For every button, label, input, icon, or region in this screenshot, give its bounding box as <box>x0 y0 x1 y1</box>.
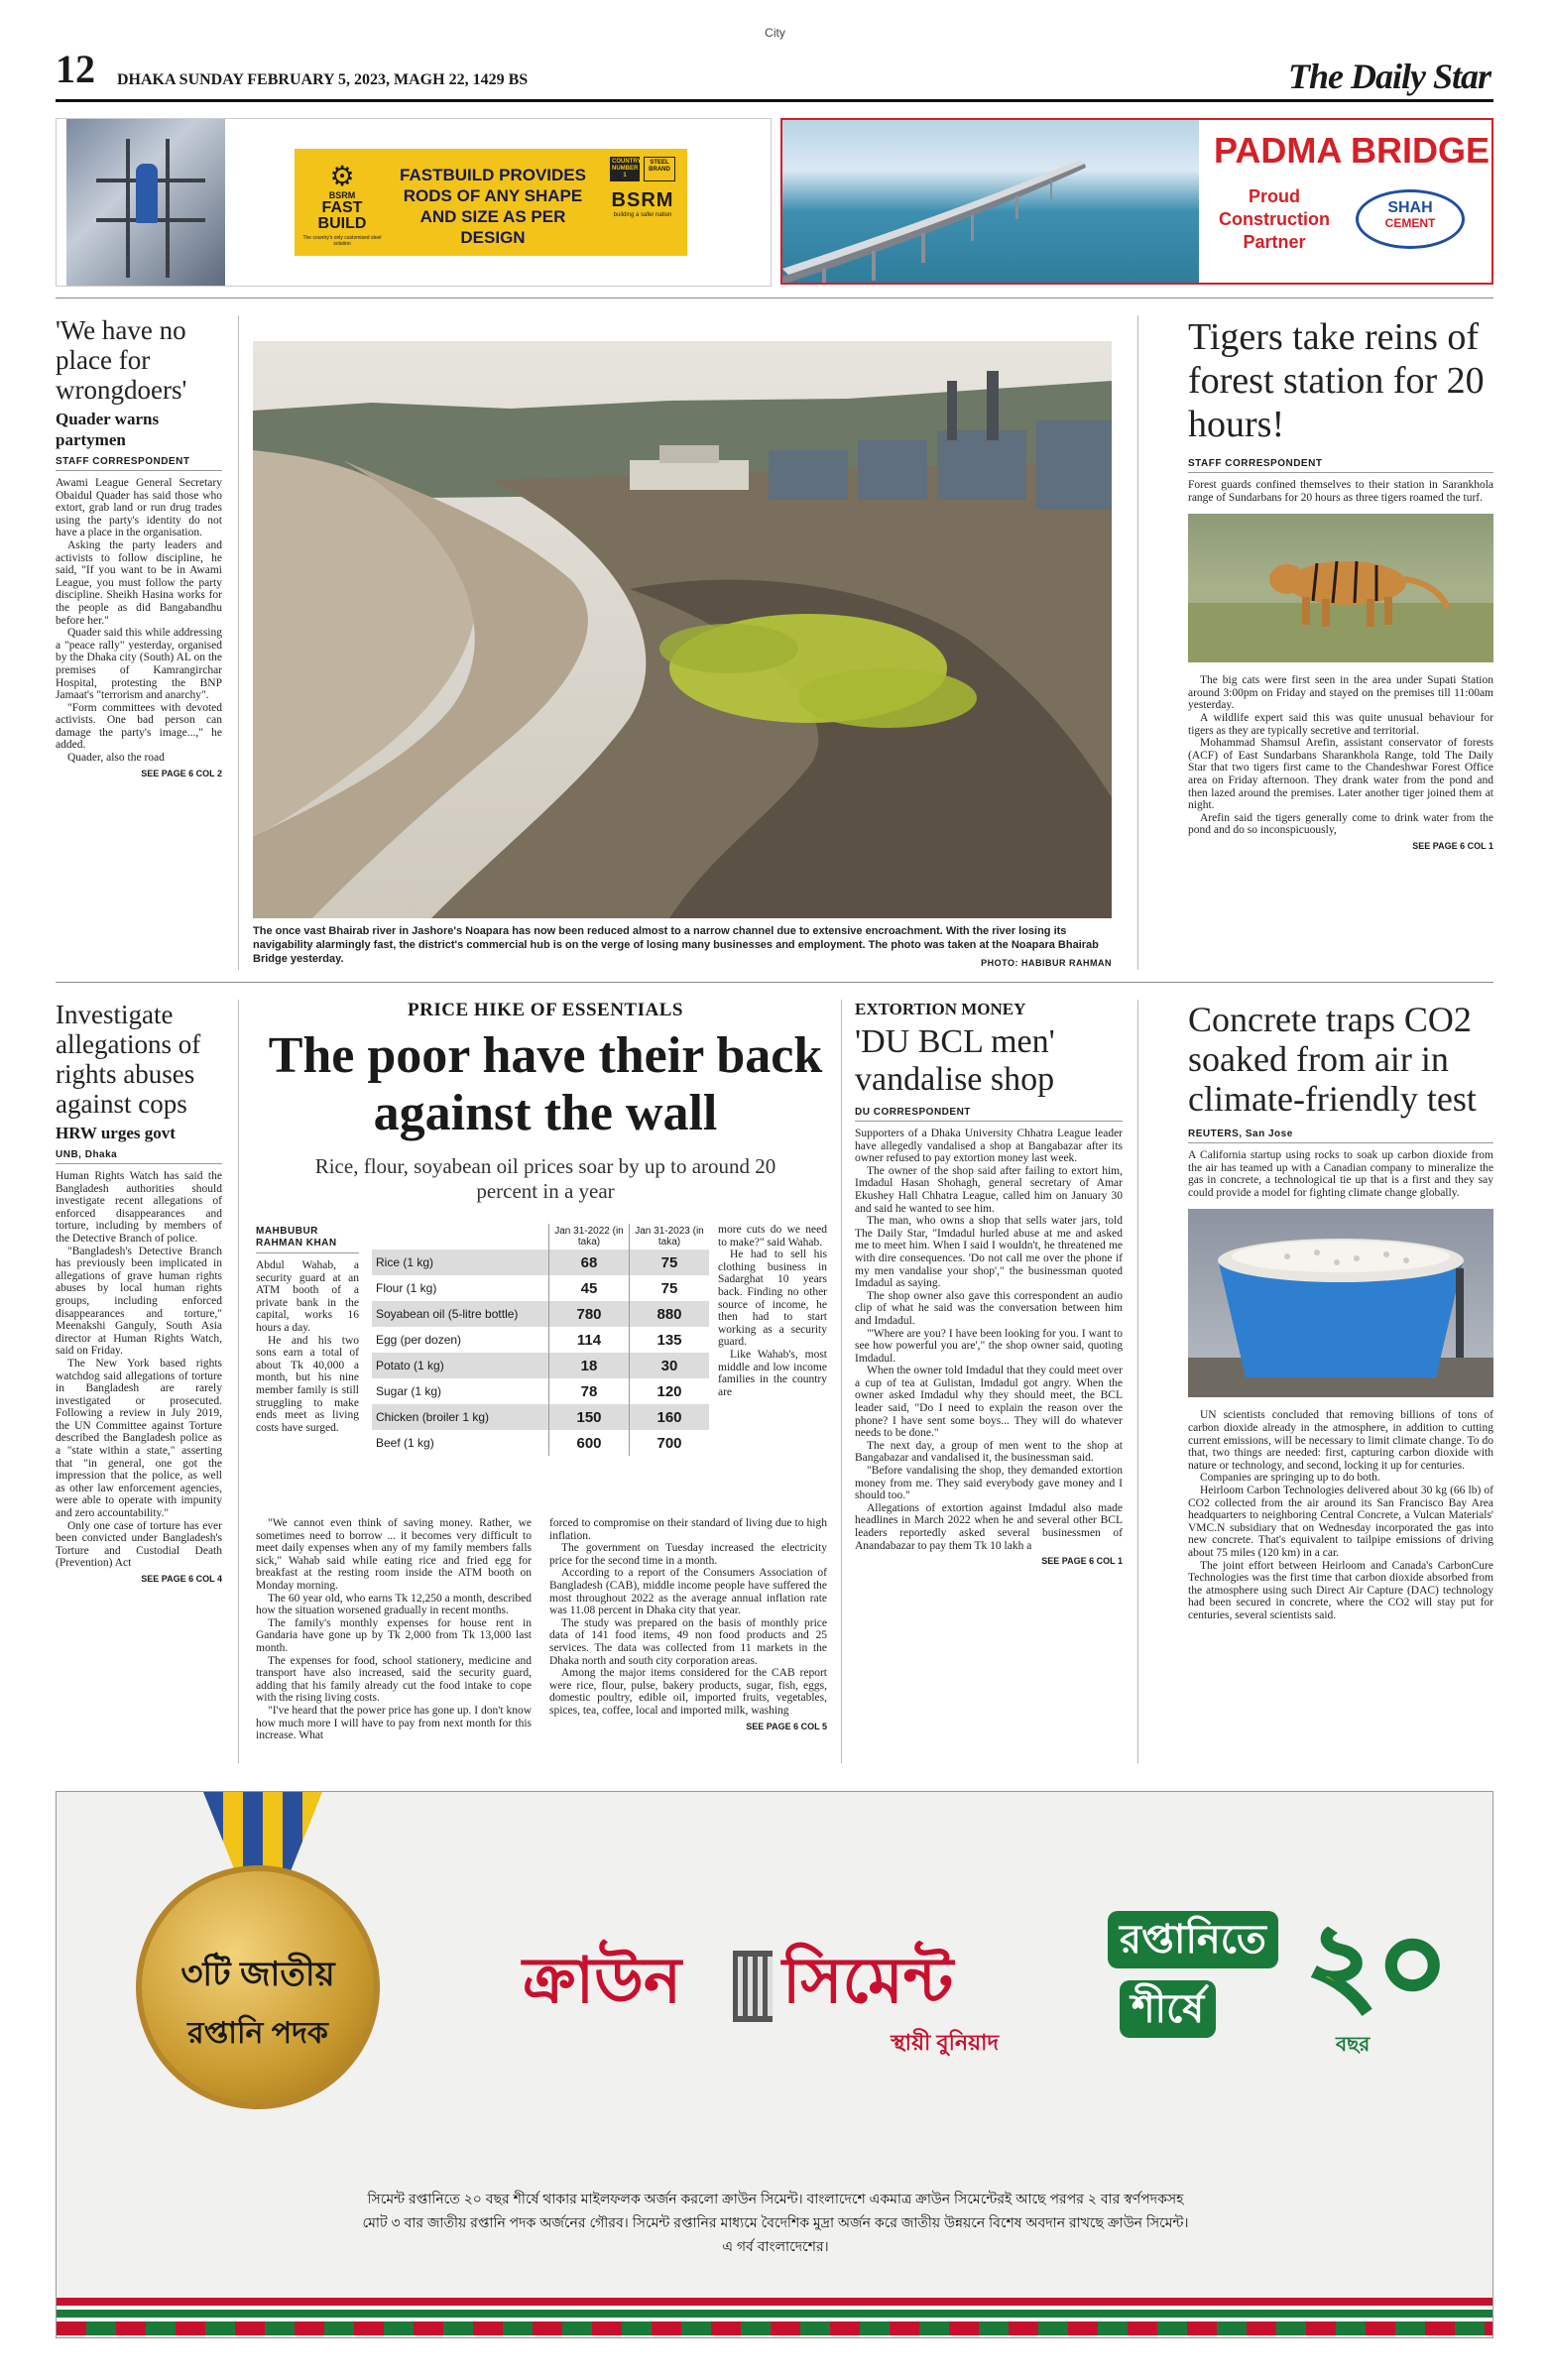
hrw-para: Human Rights Watch has said the Bangladesh authorities should investigate recent allegations of enforced disappearances and torture, including by members of the Detective Branch of police. <box>56 1170 222 1245</box>
crown-export-badge <box>1108 1903 1449 2080</box>
prices-para: The government on Tuesday increased the electricity price for the second time in a month. <box>549 1542 827 1567</box>
price-2022-value: 600 <box>549 1430 630 1456</box>
shah-line3: Partner <box>1243 232 1306 252</box>
prices-para: Among the major items considered for the CAB report were rice, flour, pulse, bakery products, sugar, fish, eggs, domestic poultry, edible oil, imported fruits, vegetables, spices, tea, coffee, local and imported milk, washing <box>549 1667 827 1717</box>
hrw-para: "Bangladesh's Detective Branch has previously been implicated in allegations of grave human rights abuses by local human rights groups, including enforced disappearances and torture," Meenakshi Ganguly, South Asia director at Human Rights Watch, said on Friday. <box>56 1245 222 1358</box>
prices-kicker: PRICE HIKE OF ESSENTIALS <box>408 1000 683 1020</box>
pillar-icon <box>733 1951 773 2022</box>
price-table-row <box>372 1250 709 1275</box>
prices-para: The study was prepared on the basis of monthly price data of 141 food items, 49 non food products and 25 services. The data was collected from 11 markets in the Dhaka north and south city corporation areas. <box>549 1616 827 1667</box>
crown-slogan: স্থায়ী বুনিয়াদ <box>891 2030 999 2055</box>
bsrm-badge <box>608 157 677 218</box>
concrete-body <box>1188 1409 1493 1621</box>
price-table-header: Jan 31-2023 (in taka) <box>630 1224 710 1250</box>
quader-subhead: Quader warns partymen <box>56 410 160 449</box>
dubcl-para: The shop owner also gave this correspondent an audio clip of what he said was the conversation between him and Imdadul. <box>855 1289 1123 1327</box>
ad-bsrm-photo <box>66 119 225 286</box>
quader-para: Awami League General Secretary Obaidul Quader has said those who extort, grab land or run drug trades using the party's identity do not have a place in the organisation. <box>56 477 222 539</box>
price-2022-value: 114 <box>549 1327 630 1353</box>
lead-photo-caption: The once vast Bhairab river in Jashore's Noapara has now been reduced almost to a narrow channel due to extensive encroachment. With the river losing its navigability alarmingly fast, the district's commercial hub is on the verge of losing many businesses and employment. The photo was taken at the Noapara Bhairab Bridge yesterday. <box>253 925 1099 965</box>
quader-headline[interactable]: 'We have no place for wrongdoers' <box>56 315 187 405</box>
dubcl-para: Supporters of a Dhaka University Chhatra League leader have allegedly vandalised a shop at Bangabazar after its owner refused to pay extortion money last week. <box>855 1128 1123 1165</box>
prices-lower-left-body <box>256 1517 532 1742</box>
header-rule <box>56 99 1493 102</box>
price-table-row <box>372 1378 709 1404</box>
price-table-row <box>372 1404 709 1430</box>
tigers-body <box>1188 674 1493 837</box>
prices-para: He and his two sons earn a total of about Tk 40,000 a month, but his nine member family is still struggling to make ends meet as living costs have surged. <box>256 1334 359 1434</box>
hrw-subhead: HRW urges govt <box>56 1124 176 1142</box>
dubcl-para: "Before vandalising the shop, they demanded extortion money from me. They said everybody gave money and I should too." <box>855 1465 1123 1502</box>
price-item-label: Sugar (1 kg) <box>376 1384 442 1398</box>
price-2022-value: 780 <box>549 1301 630 1327</box>
concrete-byline: REUTERS, San Jose <box>1188 1129 1493 1143</box>
story-hrw <box>56 1000 222 1584</box>
price-table-header: Jan 31-2022 (in taka) <box>549 1224 630 1250</box>
prices-para: Abdul Wahab, a security guard at an ATM booth of a private bank in the capital, works 16 hours a day. <box>256 1259 359 1334</box>
bsrm-brand-name: FAST BUILD <box>317 199 367 232</box>
story-tigers <box>1188 315 1493 851</box>
prices-col-a <box>256 1226 359 1434</box>
dubcl-para: Allegations of extortion against Imdadul also made headlines in March 2022 when he and several other BCL leaders reportedly asked several businessmen of Anandabazar to pay them Tk 10 lakh a <box>855 1501 1123 1552</box>
quader-body <box>56 477 222 765</box>
export-badge-number: ২০ <box>1306 1903 1449 2025</box>
dubcl-para: The man, who owns a shop that sells water jars, told The Daily Star, "Imdadul hurled abuse at me and asked me to meet him. When I said I wouldn't, he threatened me with dire consequences. 'Do not call me over the phone if my men vandalise your shop'," the businessman quoted Imdadul as saying. <box>855 1215 1123 1290</box>
hrw-body <box>56 1170 222 1570</box>
prices-lower-right <box>549 1517 827 1731</box>
col-rule <box>238 1000 239 1763</box>
hrw-para: Only one case of torture has ever been convicted under Bangladesh's Torture and Custodial Death (Prevention) Act <box>56 1519 222 1570</box>
concrete-headline[interactable]: Concrete traps CO2 soaked from air in climate-friendly test <box>1188 1000 1477 1119</box>
prices-col-b <box>718 1224 827 1398</box>
shah-tagline <box>1209 185 1340 254</box>
price-item-label: Chicken (broiler 1 kg) <box>372 1404 549 1430</box>
export-badge-mid: শীর্ষে <box>1120 1980 1216 2038</box>
prices-byline: MAHBUBUR RAHMAN KHAN <box>256 1226 359 1253</box>
river-scene <box>253 341 1112 918</box>
prices-col-b-body <box>718 1224 827 1398</box>
price-table-row <box>372 1301 709 1327</box>
price-2022-value: 18 <box>549 1353 630 1378</box>
export-badge-top: রপ্তানিতে <box>1108 1911 1278 1968</box>
prices-continued[interactable]: SEE PAGE 6 COL 5 <box>746 1721 827 1731</box>
section-label: City <box>765 26 785 40</box>
mid-rule <box>56 982 1493 983</box>
medal-line1: ৩টি জাতীয় <box>180 1956 335 1993</box>
prices-para: The family's monthly expenses for house rent in Gandaria have gone up by Tk 2,000 from Tk 13,000 last month. <box>256 1616 532 1654</box>
ad-bsrm-panel <box>295 149 687 256</box>
tigers-continued[interactable]: SEE PAGE 6 COL 1 <box>1412 840 1493 851</box>
concrete-intro: A California startup using rocks to soak up carbon dioxide from the air has teamed up with a Canadian company to mineralize the gas in concrete, a technological tie up that is a first and they say could provide a model for fighting climate change globally. <box>1188 1149 1493 1199</box>
col-rule <box>238 315 239 970</box>
dubcl-para: The next day, a group of men went to the shop at Bangabazar and vandalised it, the businessman said. <box>855 1439 1123 1465</box>
concrete-tub-illustration <box>1188 1209 1493 1397</box>
price-item-label: Beef (1 kg) <box>376 1436 434 1450</box>
prices-deck: Rice, flour, soyabean oil prices soar by up to around 20 percent in a year <box>314 1154 776 1203</box>
price-2023-value: 135 <box>630 1327 710 1353</box>
prices-para: "I've heard that the power price has gone up. I don't know how much more I will have to pay from next month for this increase. What <box>256 1704 532 1742</box>
dubcl-continued[interactable]: SEE PAGE 6 COL 1 <box>1041 1556 1123 1567</box>
price-2022-value: 150 <box>549 1404 630 1430</box>
price-2023-value: 160 <box>630 1404 710 1430</box>
price-table-row <box>372 1353 709 1378</box>
export-badge-unit: বছর <box>1336 2034 1371 2056</box>
tigers-para: Mohammad Shamsul Arefin, assistant conservator of forests (ACF) of East Sundarbans Sharankhola Range, told The Daily Star that two tigers first came to the Chandeshwar Forest Office area on Friday afternoon. They drank water from the pond and then lazed around the premises. Later another tiger joined them at night. <box>1188 737 1493 812</box>
bsrm-number-one-badge: COUNTRY'S NUMBER 1 <box>610 157 640 181</box>
shah-line2: Construction <box>1219 209 1330 229</box>
prices-para: "We cannot even think of saving money. Rather, we sometimes need to borrow ... it becomes very difficult to meet daily expenses when any of my family members falls sick," Wahab said while eating rice and fried egg for breakfast at the resting room inside the ATM booth on Monday morning. <box>256 1517 532 1592</box>
crown-stripes <box>57 2298 1493 2337</box>
dubcl-para: The owner of the shop said after failing to extort him, Imdadul Hasan Shohagh, general secretary of Amar Ekushey Hall Chhatra League, called him on January 30 and said he wanted to see him. <box>855 1164 1123 1215</box>
tigers-headline[interactable]: Tigers take reins of forest station for 20 hours! <box>1188 316 1485 445</box>
hrw-byline: UNB, Dhaka <box>56 1149 222 1164</box>
price-2023-value: 75 <box>630 1275 710 1301</box>
prices-para: forced to compromise on their standard of living due to high inflation. <box>549 1517 827 1542</box>
crown-copy <box>235 2187 1316 2258</box>
price-2022-value: 78 <box>549 1378 630 1404</box>
price-table-row <box>372 1327 709 1353</box>
lead-photo-bhairab-river[interactable] <box>253 341 1112 918</box>
crown-logo <box>523 1941 1038 2060</box>
bsrm-fastbuild-logo <box>302 163 382 247</box>
hrw-para: The New York based rights watchdog said allegations of torture in Bangladesh are rarely investigated or prosecuted. Following a review in July 2019, the UN Committee against Torture described the Bangladesh police as a "state within a state," asserting that "in general, one got the impression that the police, as well as other law enforcement agencies, were able to operate with impunity and zero accountability." <box>56 1357 222 1520</box>
prices-lower-left <box>256 1517 532 1742</box>
dubcl-kicker: EXTORTION MONEY <box>855 1000 1026 1018</box>
bsrm-steel-label: STEEL BRAND <box>644 157 675 181</box>
price-table-row <box>372 1275 709 1301</box>
bsrm-logo: BSRM <box>611 189 674 211</box>
masthead-logo: The Daily Star <box>1287 57 1490 96</box>
quader-byline: STAFF CORRESPONDENT <box>56 456 222 471</box>
price-item-label: Flour (1 kg) <box>376 1281 437 1295</box>
prices-lower-right-body <box>549 1517 827 1718</box>
price-2023-value: 120 <box>630 1378 710 1404</box>
shah-line1: Proud <box>1249 186 1300 206</box>
concrete-para: UN scientists concluded that removing billions of tons of carbon dioxide already in the atmosphere, in addition to cutting current emissions, will be necessary to limit climate change. To do that, two things are needed: first, capturing carbon dioxide with nature or technology, and second, locking it up for centuries. <box>1188 1409 1493 1472</box>
dubcl-body <box>855 1128 1123 1552</box>
tiger-illustration <box>1188 514 1493 662</box>
bridge-illustration <box>782 120 1199 285</box>
concrete-para: The joint effort between Heirloom and Canada's CarbonCure Technologies was the first time that carbon dioxide absorbed from the atmosphere using such Direct Air Capture (DAC) technology had been secured in concrete, where the CO2 will stay put for centuries, several scientists said. <box>1188 1559 1493 1621</box>
price-item-label: Egg (per dozen) <box>376 1333 462 1347</box>
tigers-para: A wildlife expert said this was quite unusual behaviour for tigers as they are typically secretive and territorial. <box>1188 711 1493 737</box>
tigers-para: The big cats were first seen in the area under Supati Station around 3:00pm on Friday and stayed on the premises till 11:00am yesterday. <box>1188 674 1493 712</box>
crown-brand-right: সিমেন্ট <box>782 1945 954 2016</box>
price-item-label: Rice (1 kg) <box>372 1250 549 1275</box>
story-quader <box>56 315 222 778</box>
lead-photo-credit: PHOTO: HABIBUR RAHMAN <box>981 958 1112 968</box>
crown-copy-line2: মোট ৩ বার জাতীয় রপ্তানি পদক অর্জনের গৌরব। সিমেন্ট রপ্তানির মাধ্যমে বৈদেশিক মুদ্রা অর্জন করে জাতীয় উন্নয়নে বিশেষ অবদান রাখছে ক্রাউন সিমেন্ট। <box>362 2214 1189 2230</box>
quader-continued[interactable]: SEE PAGE 6 COL 2 <box>141 768 222 778</box>
quader-para: Asking the party leaders and activists to follow discipline, he said, "If you want to be in Awami League, you must follow the party discipline. Sheikh Hasina works for the people as did Bangabandhu before her." <box>56 538 222 627</box>
quader-para: "Form committees with devoted activists. One bad person can damage the party's image...," he added. <box>56 701 222 752</box>
price-table-row <box>372 1430 709 1456</box>
concrete-photo[interactable] <box>1188 1209 1493 1397</box>
prices-para: The expenses for food, school stationery, medicine and transport have also increased, said the security guard, adding that his family already cut the food intake to cope with the rising living costs. <box>256 1654 532 1705</box>
ad-shah-bridge-photo <box>782 120 1199 285</box>
prices-para: According to a report of the Consumers Association of Bangladesh (CAB), middle income people have suffered the most throughout 2022 as the average annual inflation rate was 11.08 percent in Dhaka city that year. <box>549 1567 827 1617</box>
tigers-intro: Forest guards confined themselves to their station in Sarankhola range of Sundarbans for 20 hours as three tigers roamed the turf. <box>1188 479 1493 504</box>
crown-brand-left: ক্রাউন <box>523 1945 682 2016</box>
bsrm-tagline-small: The country's only customised steel solution <box>302 235 382 247</box>
ad-crown-cement[interactable] <box>56 1791 1493 2338</box>
story-prices <box>253 1000 838 1218</box>
story-dubcl <box>855 1000 1123 1566</box>
crown-copy-line1: সিমেন্ট রপ্তানিতে ২০ বছর শীর্ষে থাকার মাইলফলক অর্জন করলো ক্রাউন সিমেন্ট। বাংলাদেশে একমাত্র ক্রাউন সিমেন্টেরই আছে পরপর ২ বার স্বর্ণপদকসহ <box>367 2191 1184 2206</box>
hrw-headline[interactable]: Investigate allegations of rights abuses against cops <box>56 1000 201 1119</box>
shah-cement-logo <box>1356 189 1465 249</box>
col-rule <box>841 1000 842 1763</box>
ad-bsrm[interactable] <box>56 118 772 287</box>
story-concrete <box>1188 1000 1493 1621</box>
price-item-label: Potato (1 kg) <box>372 1353 549 1378</box>
prices-para: more cuts do we need to make?" said Wahab. <box>718 1224 827 1249</box>
prices-headline[interactable]: The poor have their back against the wall <box>268 1027 823 1141</box>
dubcl-byline: DU CORRESPONDENT <box>855 1107 1123 1122</box>
dubcl-headline[interactable]: 'DU BCL men' vandalise shop <box>855 1023 1055 1098</box>
dateline: DHAKA SUNDAY FEBRUARY 5, 2023, MAGH 22, 1429 BS <box>117 71 529 88</box>
prices-para: The 60 year old, who earns Tk 12,250 a month, described how the situation worsened gradually in recent months. <box>256 1592 532 1617</box>
quader-para: Quader said this while addressing a "peace rally" yesterday, organised by the Dhaka city (South) AL on the premises of Kamrangirchar Hospital, protesting the BNP Jamaat's "terrorism and anarchy". <box>56 627 222 702</box>
price-table-box <box>372 1224 709 1456</box>
prices-para: He had to sell his clothing business in Sadarghat 10 years back. Finding no other source of income, he then had to start working as a security guard. <box>718 1249 827 1349</box>
medal-line2: রপ্তানি পদক <box>187 2017 328 2050</box>
price-2023-value: 30 <box>630 1353 710 1378</box>
prices-col-a-body <box>256 1259 359 1434</box>
shah-headline: PADMA BRIDGE <box>1214 130 1490 171</box>
crown-copy-line3: এ গর্ব বাংলাদেশের। <box>722 2238 829 2254</box>
prices-para: Like Wahab's, most middle and low income families in the country are <box>718 1348 827 1398</box>
col-rule <box>1137 1000 1138 1763</box>
price-table <box>372 1224 709 1456</box>
price-2023-value: 880 <box>630 1301 710 1327</box>
concrete-para: Companies are springing up to do both. <box>1200 1472 1380 1485</box>
hrw-continued[interactable]: SEE PAGE 6 COL 4 <box>141 1574 222 1584</box>
tiger-photo[interactable] <box>1188 514 1493 662</box>
shah-logo-top: SHAH <box>1387 199 1433 216</box>
price-item-label: Soyabean oil (5-litre bottle) <box>372 1301 549 1327</box>
quader-para: Quader, also the road <box>67 752 165 765</box>
concrete-para: Heirloom Carbon Technologies delivered about 30 kg (66 lb) of CO2 collected from the air around its San Francisco Bay Area headquarters to neighboring Central Concrete, a Vulcan Materials' VMC.N subsidiary that on Wednesday incorporated the gas into new concrete. That's equivalent to tailpipe emissions of driving about 75 miles (120 km) in a car. <box>1188 1484 1493 1559</box>
dubcl-para: When the owner told Imdadul that they could meet over a cup of tea at Gulistan, Imdadul got angry. When the owner asked Imdadul why they should meet, the BCL leader said, "Do I need to explain the reason over the phone? I have sent some boys... They will do whatever needs to be done." <box>855 1365 1123 1440</box>
tigers-byline: STAFF CORRESPONDENT <box>1188 458 1493 473</box>
gear-icon: ⚙ <box>329 161 355 191</box>
price-2023-value: 75 <box>630 1250 710 1275</box>
price-2022-value: 68 <box>549 1250 630 1275</box>
tigers-para: Arefin said the tigers generally come to drink water from the pond and do so inconspicuously, <box>1188 811 1493 837</box>
bsrm-brand-top: BSRM <box>328 190 356 200</box>
bsrm-logo-tagline: building a safer nation <box>613 212 672 218</box>
shah-logo-bottom: CEMENT <box>1384 216 1436 230</box>
ad-shah-cement[interactable] <box>780 118 1493 285</box>
medal <box>136 1865 380 2109</box>
page-number: 12 <box>56 47 95 91</box>
bsrm-headline: FASTBUILD PROVIDES RODS OF ANY SHAPE AND SIZE AS PER DESIGN <box>400 166 586 247</box>
dubcl-para: "'Where are you? I have been looking for you. I want to see how powerful you are'," the shop owner said, quoting Imdadul. <box>855 1327 1123 1365</box>
price-2023-value: 700 <box>630 1430 710 1456</box>
price-2022-value: 45 <box>549 1275 630 1301</box>
col-rule <box>1137 315 1138 970</box>
